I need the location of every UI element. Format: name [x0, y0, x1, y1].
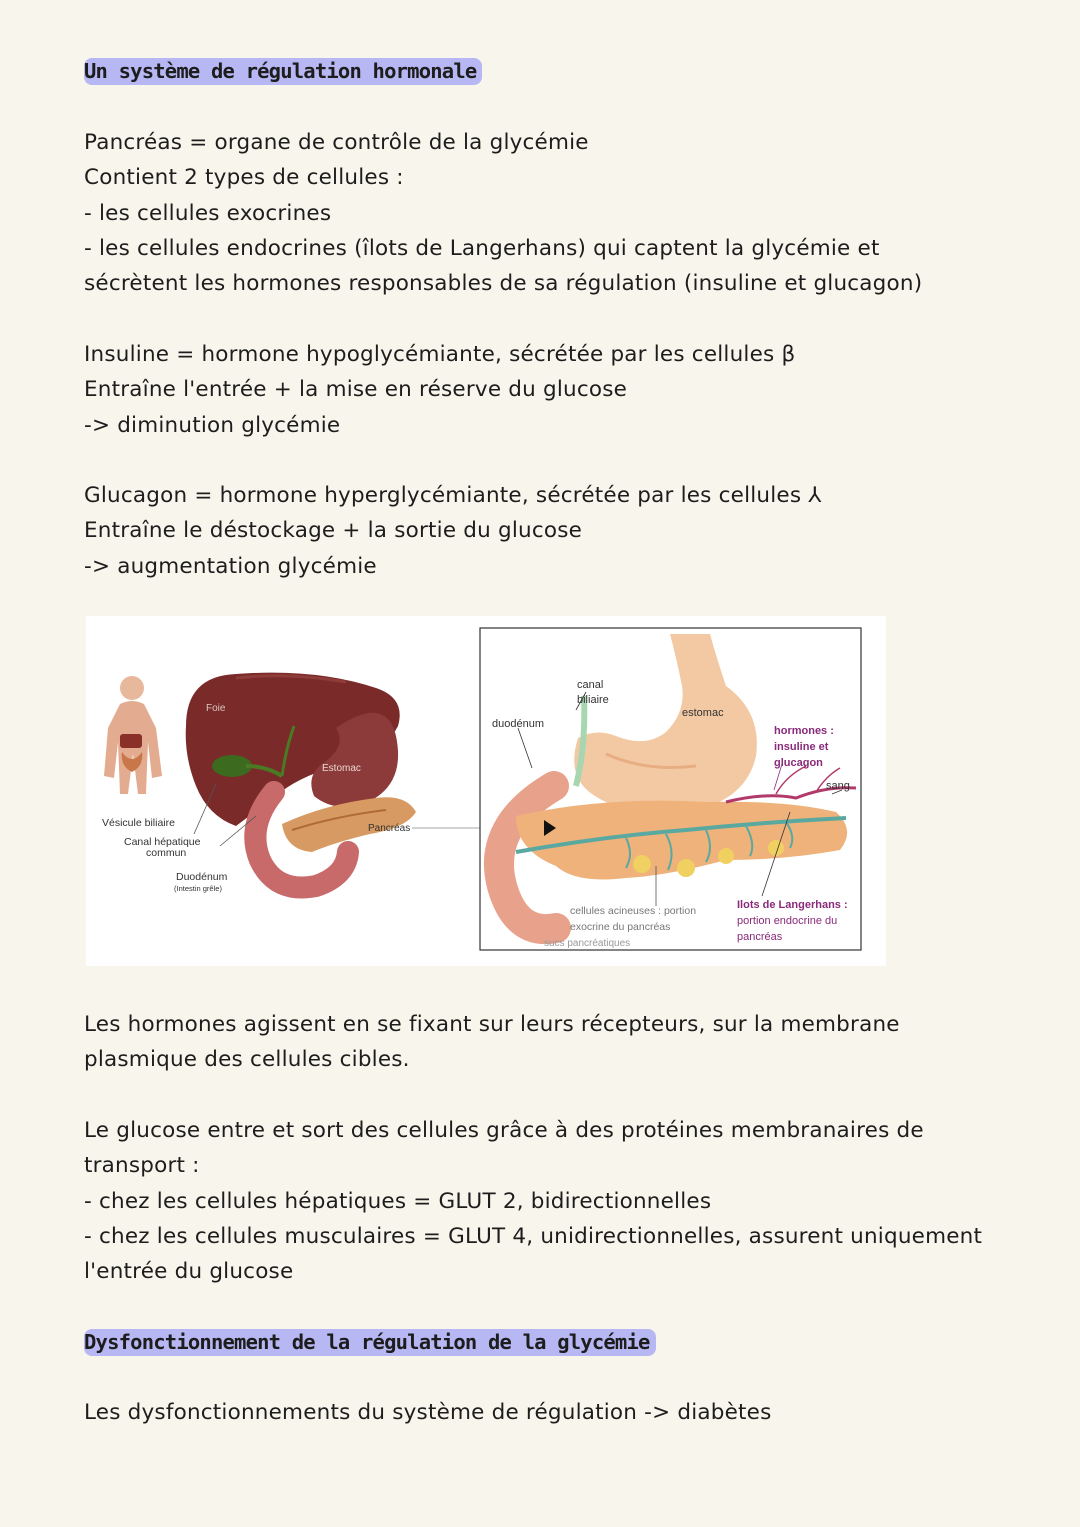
hormones-paragraph	[84, 1007, 900, 1078]
text-line: - chez les cellules hépatiques = GLUT 2, bidirectionnelles	[84, 1188, 712, 1214]
text-line: plasmique des cellules cibles.	[84, 1047, 410, 1073]
label-hormones-1: hormones :	[774, 725, 834, 737]
anatomy-illustration	[86, 616, 886, 966]
label-ilots-1: Ilots de Langerhans :	[737, 899, 848, 911]
label-sang: sang	[826, 780, 850, 792]
text-line: - chez les cellules musculaires = GLUT 4, unidirectionnelles, assurent uniquement	[84, 1223, 983, 1249]
text-line: l'entrée du glucose	[84, 1259, 294, 1285]
text-line: Entraîne le déstockage + la sortie du glucose	[84, 518, 583, 544]
label-duodenum-right: duodénum	[492, 718, 544, 730]
label-acineuses-2: exocrine du pancréas	[570, 921, 671, 933]
text-line: Glucagon = hormone hyperglycémiante, sécrétée par les cellules ⅄	[84, 483, 822, 508]
heading-text: Dysfonctionnement de la régulation de la glycémie	[84, 1329, 656, 1356]
text-line: - les cellules endocrines (îlots de Langerhans) qui captent la glycémie et	[84, 235, 880, 261]
heading-text: Un système de régulation hormonale	[84, 58, 482, 85]
section-heading-dysfonctionnement	[84, 1329, 660, 1355]
text-line: -> augmentation glycémie	[84, 553, 377, 579]
human-body-silhouette	[104, 676, 162, 794]
text-line: Pancréas = organe de contrôle de la glycémie	[84, 130, 589, 155]
label-vesicule: Vésicule biliaire	[102, 817, 175, 829]
label-hormones-3: glucagon	[774, 757, 823, 769]
glucagon-paragraph	[84, 478, 822, 584]
insuline-paragraph	[84, 337, 795, 443]
label-acineuses-1: cellules acineuses : portion	[570, 905, 697, 917]
label-foie: Foie	[206, 703, 226, 714]
section-heading-regulation	[84, 58, 486, 84]
label-ilots-2: portion endocrine du	[737, 915, 838, 927]
text-line: Le glucose entre et sort des cellules grâce à des protéines membranaires de	[84, 1118, 924, 1143]
text-line: Insuline = hormone hypoglycémiante, sécrétée par les cellules β	[84, 342, 796, 367]
text-line: - les cellules exocrines	[84, 200, 332, 226]
diabetes-line: Les dysfonctionnements du système de régulation -> diabètes	[84, 1400, 772, 1425]
text-line: Les hormones agissent en se fixant sur leurs récepteurs, sur la membrane	[84, 1012, 900, 1037]
label-sucs: sucs pancréatiques	[544, 938, 631, 949]
label-ilots-3: pancréas	[737, 931, 783, 943]
label-estomac-right: estomac	[682, 707, 724, 719]
text-line: Entraîne l'entrée + la mise en réserve du glucose	[84, 377, 628, 403]
text-line: transport :	[84, 1153, 200, 1179]
label-duodenum: Duodénum	[176, 871, 228, 883]
glucose-paragraph	[84, 1113, 982, 1289]
pancreas-anatomy-figure	[86, 616, 886, 966]
text-line: -> diminution glycémie	[84, 412, 341, 438]
label-canal-biliaire-2: biliaire	[577, 694, 609, 706]
label-canal-1: Canal hépatique	[124, 836, 201, 848]
label-canal-biliaire-1: canal	[577, 679, 604, 691]
pancreas-paragraph	[84, 125, 922, 301]
label-canal-2: commun	[146, 847, 187, 859]
label-estomac: Estomac	[322, 763, 361, 774]
label-intestin: (Intestin grêle)	[174, 884, 222, 893]
text-line: sécrètent les hormones responsables de sa régulation (insuline et glucagon)	[84, 271, 923, 297]
text-line: Contient 2 types de cellules :	[84, 165, 404, 191]
label-pancreas: Pancréas	[368, 823, 411, 834]
label-hormones-2: insuline et	[774, 741, 829, 753]
